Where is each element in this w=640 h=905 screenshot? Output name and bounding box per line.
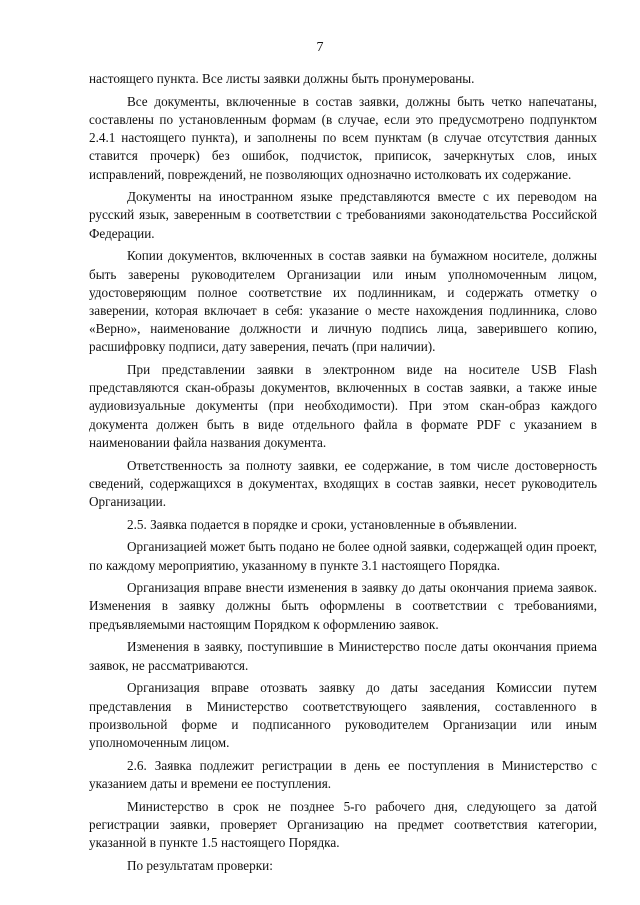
paragraph-foreign-language: Документы на иностранном языке представляются вместе с их переводом на русский язык, заверенным в соответствии с требованиями законодательства Российской Федерации. [89, 189, 597, 241]
page-number: 7 [316, 40, 324, 55]
paragraph-2-5: 2.5. Заявка подается в порядке и сроки, установленные в объявлении. [127, 516, 518, 532]
paragraph-verification: Министерство в срок не позднее 5-го рабочего дня, следующего за датой регистрации заявки, проверяет Организацию на предмет соответствия категории, указанной в пункте 1.5 настоящего Порядка. [89, 798, 597, 850]
paragraph-withdrawal: Организация вправе отозвать заявку до даты заседания Комиссии путем представления в Министерство соответствующего заявления, составленного в произвольной форме и подписанного руководителем Организации или иным уполномоченным лицом. [89, 680, 597, 750]
paragraph-results: По результатам проверки: [127, 857, 273, 873]
paragraph-electronic-submission: При представлении заявки в электронном виде на носителе USB Flash представляются скан-образы документов, включенных в состав заявки, а также иные аудиовизуальные документы (при необходимости). При этом скан-образ каждого документа должен быть в виде отдельного файла в формате PDF с указанием в наименовании файла названия документа. [89, 362, 597, 450]
paragraph-continuation: настоящего пункта. Все листы заявки должны быть пронумерованы. [89, 71, 475, 86]
paragraph-documents-requirements: Все документы, включенные в состав заявки, должны быть четко напечатаны, составлены по установленным формам (в случае, если это предусмотрено подпунктом 2.4.1 настоящего пункта), и заполнены по всем пунктам (в случае отсутствия данных ставится прочерк) без ошибок, подчисток, приписок, зачеркнутых слов, иных исправлений, повреждений, не позволяющих однозначно истолковать их содержание. [89, 93, 597, 182]
paragraph-late-changes: Изменения в заявку, поступившие в Министерство после даты окончания приема заявок, не рассматриваются. [89, 639, 597, 673]
paragraph-one-application: Организацией может быть подано не более одной заявки, содержащей один проект, по каждому мероприятию, указанному в пункте 3.1 настоящего Порядка. [89, 539, 597, 573]
paragraph-2-6: 2.6. Заявка подлежит регистрации в день ее поступления в Министерство с указанием даты и времени ее поступления. [89, 757, 597, 791]
paragraph-copies-certification: Копии документов, включенных в состав заявки на бумажном носителе, должны быть заверены руководителем Организации или иным уполномоченным лицом, удостоверяющим полное соответствие их подлинникам, и содержать отметку о заверении, которая включает в себя: указание о месте нахождения подлинника, слово «Верно», наименование должности и личную подпись лица, заверившего копию, расшифровку подписи, дату заверения, печать (при наличии). [89, 248, 597, 355]
document-body [89, 70, 597, 879]
paragraph-changes-allowed: Организация вправе внести изменения в заявку до даты окончания приема заявок. Изменения в заявку должны быть оформлены в соответствии с требованиями, предъявляемыми настоящим Порядком к оформлению заявок. [89, 580, 597, 632]
paragraph-responsibility: Ответственность за полноту заявки, ее содержание, в том числе достоверность сведений, содержащихся в документах, входящих в состав заявки, несет руководитель Организации. [89, 457, 597, 509]
